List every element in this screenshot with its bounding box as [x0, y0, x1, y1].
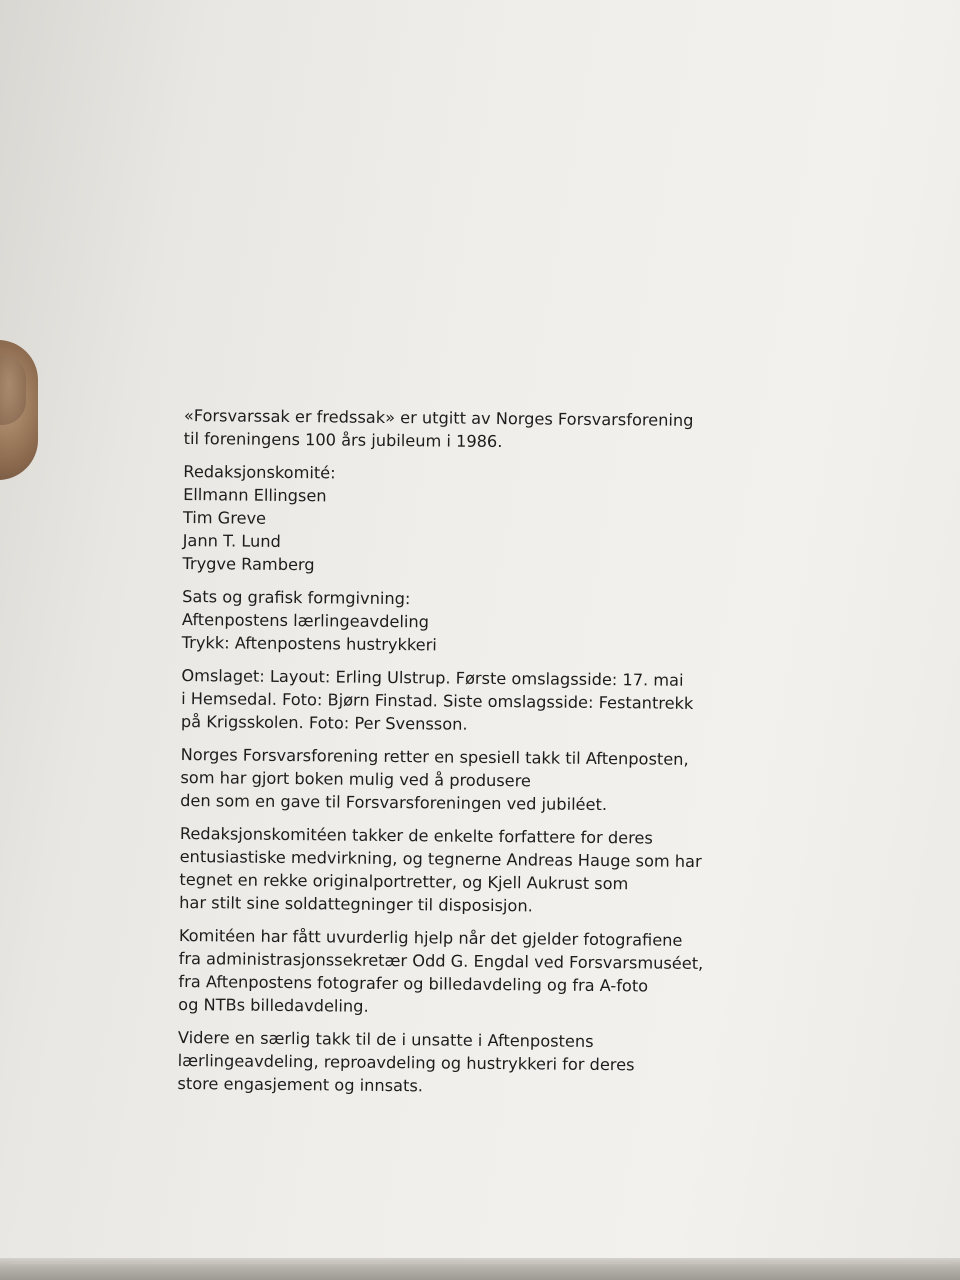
committee-member: Tim Greve [182, 507, 267, 528]
intro-line: «Forsvarssak er fredssak» er utgitt av Norges Forsvarsforening [183, 405, 694, 430]
thanks-line: store engasjement og innsats. [177, 1073, 424, 1096]
production-line: Trykk: Aftenpostens hustrykkeri [181, 632, 437, 655]
thanks-line: fra Aftenpostens fotografer og billedavdeling og fra A-foto [178, 971, 649, 996]
thanks-aftenposten-paragraph [180, 743, 741, 817]
cover-line: i Hemsedal. Foto: Bjørn Finstad. Siste omslagsside: Festantrekk [181, 688, 694, 713]
thanks-staff-paragraph [177, 1026, 738, 1100]
thanks-line: Norges Forsvarsforening retter en spesiell takk til Aftenposten, [180, 744, 689, 769]
thanks-line: tegnet en rekke originalportretter, og Kjell Aukrust som [179, 869, 629, 894]
production-line: Aftenpostens lærlingeavdeling [181, 609, 430, 632]
thanks-line: som har gjort boken mulig ved å produsere [180, 767, 532, 791]
page-edge-line [10, 1262, 950, 1264]
thanks-photos-paragraph [178, 924, 739, 1021]
committee-member: Jann T. Lund [182, 530, 281, 551]
thanks-line: og NTBs billedavdeling. [178, 994, 369, 1016]
thanks-line: lærlingeavdeling, reproavdeling og hustrykkeri for deres [177, 1050, 635, 1075]
colophon-text [177, 404, 744, 1110]
committee-paragraph [182, 460, 743, 580]
production-line: Sats og grafisk formgivning: [182, 586, 411, 609]
cover-paragraph [181, 664, 742, 738]
thanks-line: har stilt sine soldattegninger til disposisjon. [179, 892, 533, 916]
cover-line: Omslaget: Layout: Erling Ulstrup. Første omslagsside: 17. mai [181, 665, 684, 690]
committee-member: Trygve Ramberg [182, 553, 315, 575]
thanks-line: fra administrasjonssekretær Odd G. Engdal ved Forsvarsmuséet, [178, 948, 704, 974]
thanks-line: Videre en særlig takk til de i unsatte i Aftenpostens [177, 1027, 594, 1051]
thanks-line: entusiastiske medvirkning, og tegnerne Andreas Hauge som har [179, 846, 702, 871]
thanks-line: Redaksjonskomitéen takker de enkelte forfattere for deres [179, 823, 653, 848]
intro-line: til foreningens 100 års jubileum i 1986. [183, 428, 503, 452]
committee-member: Ellmann Ellingsen [183, 484, 327, 506]
cover-line: på Krigsskolen. Foto: Per Svensson. [180, 711, 468, 734]
production-paragraph [182, 585, 743, 659]
thanks-authors-paragraph [179, 822, 740, 919]
committee-heading: Redaksjonskomité: [183, 461, 336, 483]
intro-paragraph [184, 404, 744, 455]
thanks-line: den som en gave til Forsvarsforeningen ved jubiléet. [180, 790, 608, 815]
thanks-line: Komitéen har fått uvurderlig hjelp når det gjelder fotografiene [178, 925, 683, 950]
